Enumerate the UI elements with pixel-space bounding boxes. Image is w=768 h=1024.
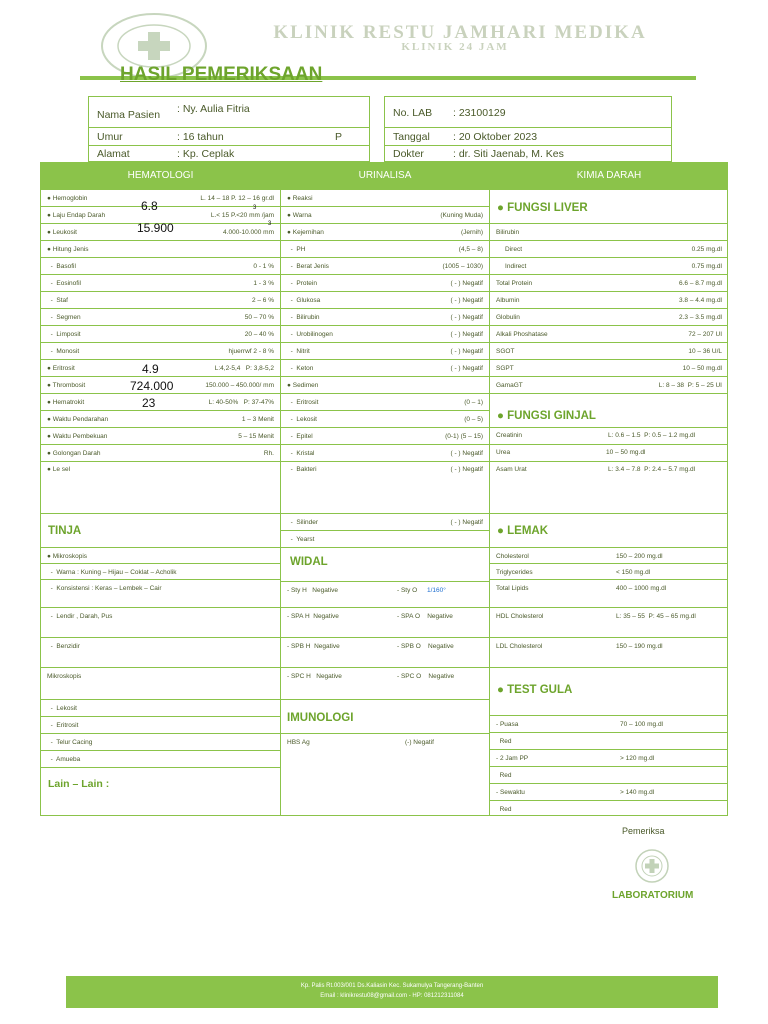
imunologi-header-row — [281, 699, 489, 733]
urinalisa-row — [281, 427, 489, 444]
patient-name-label: Nama Pasien — [97, 109, 161, 121]
divider — [385, 127, 671, 128]
test-name: - 2 Jam PP — [496, 755, 529, 762]
reference-range: L: 0.6 – 1.5 P: 0.5 – 1.2 mg.dl — [608, 432, 696, 439]
examiner-label: Pemeriksa — [622, 826, 665, 836]
test-name: Indirect — [496, 263, 527, 270]
reference-value: (0-1) (5 – 15) — [445, 433, 483, 440]
patient-age-label: Umur — [97, 131, 123, 143]
tinja-row — [41, 750, 280, 767]
liver-row — [490, 342, 728, 359]
test-name: ● Kejernihan — [287, 229, 324, 236]
reference-range: 2.3 – 3.5 mg.dl — [679, 314, 722, 321]
test-name: - Glukosa — [287, 297, 321, 304]
reference-value: ( - ) Negatif — [450, 314, 483, 321]
tinja-item: - Lekosit — [47, 705, 77, 712]
tinja-item: ● Mikroskopis — [47, 553, 88, 560]
widal-h: - SPC H Negative — [287, 673, 342, 680]
imunologi-title: IMUNOLOGI — [287, 712, 354, 724]
reference-range: 10 – 50 mg.dl — [682, 365, 722, 372]
liver-row — [490, 325, 728, 342]
reference-value: ( - ) Negatif — [450, 348, 483, 355]
tinja-item: - Amueba — [47, 756, 81, 763]
urinalisa-row — [281, 393, 489, 410]
tinja-row — [41, 563, 280, 579]
patient-info-box — [88, 96, 370, 162]
test-name: Creatinin — [496, 432, 523, 439]
reference-value: (0 – 1) — [464, 399, 483, 406]
lab-no-label: No. LAB — [393, 107, 433, 119]
result-hemoglobin: 6.8 — [141, 199, 158, 213]
hbsag-value: (-) Negatif — [405, 739, 434, 746]
liver-row — [490, 291, 728, 308]
urinalisa-row — [281, 530, 489, 547]
urinalisa-row — [281, 461, 489, 513]
hematologi-row — [41, 189, 280, 206]
test-name: Globulin — [496, 314, 520, 321]
reference-range: 10 – 50 mg.dl — [606, 449, 646, 456]
gula-row — [490, 715, 728, 732]
hematologi-row — [41, 410, 280, 427]
reference-range: 150.000 – 450.000/ mm — [205, 382, 274, 389]
patient-sex-value: P — [335, 131, 343, 143]
lain-lain-label: Lain – Lain : — [48, 778, 110, 790]
tinja-row — [41, 667, 280, 699]
urinalisa-row — [281, 223, 489, 240]
report-title: HASIL PEMERIKSAAN — [120, 64, 323, 85]
reference-range: hjuerrwf 2 - 8 % — [228, 348, 274, 355]
reference-value: ( - ) Negatif — [450, 519, 483, 526]
reference-range: 0.25 mg.dl — [691, 246, 722, 253]
hematologi-row — [41, 257, 280, 274]
ginjal-row — [490, 461, 728, 513]
fungsi-ginjal-header — [490, 393, 728, 427]
test-name: - Kristal — [287, 450, 315, 457]
test-name: ● Hitung Jenis — [47, 246, 89, 253]
liver-row — [490, 223, 728, 240]
ginjal-row — [490, 444, 728, 461]
test-name: - Basofil — [47, 263, 76, 270]
widal-row — [281, 637, 489, 667]
urinalisa-row — [281, 513, 489, 530]
reference-value: (0 – 5) — [464, 416, 483, 423]
reference-range: L.< 15 P.<20 mm /jam — [210, 212, 274, 219]
result-hematokrit: 23 — [142, 396, 156, 410]
divider — [89, 145, 369, 146]
result-leukosit: 15.900 — [137, 221, 174, 235]
hematologi-column — [41, 163, 280, 815]
urinalisa-row — [281, 359, 489, 376]
test-name: ● Thrombosit — [47, 382, 86, 389]
reference-range: 72 – 207 UI — [688, 331, 722, 338]
test-name: ● Sedimen — [287, 382, 319, 389]
test-gula-title: ● TEST GULA — [497, 684, 573, 696]
divider — [385, 145, 671, 146]
widal-title: WIDAL — [290, 556, 328, 568]
reference-range: 5 – 15 Menit — [238, 433, 274, 440]
widal-result: 1/160° — [427, 587, 446, 594]
test-name: - Yearst — [287, 536, 315, 543]
urinalisa-column — [280, 163, 489, 815]
test-name: Total Lipids — [496, 585, 529, 592]
reference-range: < 150 mg.dl — [616, 569, 651, 576]
test-name: - Epitel — [287, 433, 313, 440]
fungsi-liver-title: ● FUNGSI LIVER — [497, 202, 588, 214]
footer-bar — [66, 976, 718, 1008]
reference-range: L: 3.4 – 7.8 P: 2.4 – 5.7 mg.dl — [608, 466, 696, 473]
lemak-row — [490, 563, 728, 579]
gula-row — [490, 749, 728, 766]
lab-info-box — [384, 96, 672, 162]
fungsi-liver-header — [490, 189, 728, 223]
clinic-subtitle: KLINIK 24 JAM — [401, 41, 509, 53]
ginjal-row — [490, 427, 728, 444]
reference-range: L: 40-50% P: 37-47% — [208, 399, 274, 406]
tinja-item: - Telur Cacing — [47, 739, 93, 746]
hematologi-row — [41, 342, 280, 359]
urinalisa-row — [281, 325, 489, 342]
test-name: SGPT — [496, 365, 514, 372]
test-name: Alkali Phoshatase — [496, 331, 548, 338]
reference-range: 3.8 – 4.4 mg.dl — [679, 297, 722, 304]
reference-value: ( - ) Negatif — [450, 365, 483, 372]
tinja-row — [41, 547, 280, 563]
test-name: Cholesterol — [496, 553, 529, 560]
gula-row — [490, 732, 728, 749]
reference-range: 4.000-10.000 mm — [223, 229, 274, 236]
test-name: - Bakteri — [287, 466, 317, 473]
column-header-urinalisa: URINALISA — [281, 163, 489, 189]
reference-range: 10 – 36 U/L — [688, 348, 722, 355]
tinja-item: - Warna : Kuning – Hijau – Coklat – Acholik — [47, 569, 177, 576]
tinja-header-row — [41, 513, 280, 547]
urinalisa-row — [281, 342, 489, 359]
test-name: ● Leukosit — [47, 229, 77, 236]
urinalisa-row — [281, 274, 489, 291]
tinja-row — [41, 607, 280, 637]
reference-range: Rh. — [263, 450, 274, 457]
widal-h: - SPA H Negative — [287, 613, 339, 620]
tinja-item: - Eritrosit — [47, 722, 79, 729]
divider — [89, 127, 369, 128]
test-name: Asam Urat — [496, 466, 527, 473]
test-name: ● Eritrosit — [47, 365, 75, 372]
widal-o: - Sty O — [397, 587, 418, 594]
test-name: ● Hemoglobin — [47, 195, 88, 202]
hematologi-row — [41, 444, 280, 461]
test-name: Red — [496, 806, 512, 813]
result-eritrosit: 4.9 — [142, 362, 159, 376]
test-name: Red — [496, 738, 512, 745]
tinja-item: - Lendir , Darah, Pus — [47, 613, 113, 620]
reference-value: ( - ) Negatif — [450, 466, 483, 473]
fungsi-ginjal-title: ● FUNGSI GINJAL — [497, 410, 596, 422]
reference-range: 150 – 200 mg.dl — [616, 553, 663, 560]
reference-range: 20 – 40 % — [244, 331, 274, 338]
tinja-row — [41, 579, 280, 607]
reference-range: 1 – 3 Menit — [241, 416, 274, 423]
test-name: - Silinder — [287, 519, 319, 526]
patient-address-value: : Kp. Ceplak — [177, 148, 235, 160]
tinja-row — [41, 637, 280, 667]
footer-address: Kp. Palis Rt.003/001 Ds.Kaliasin Kec. Sukamulya Tangerang-Banten — [300, 983, 484, 989]
test-name: - Berat Jenis — [287, 263, 329, 270]
urinalisa-row — [281, 189, 489, 206]
patient-address-label: Alamat — [97, 148, 130, 160]
test-name: ● Waktu Pendarahan — [47, 416, 109, 423]
reference-range: 0.75 mg.dl — [691, 263, 722, 270]
tinja-row — [41, 716, 280, 733]
test-name: - Bilirubin — [287, 314, 320, 321]
test-name: - Lekosit — [287, 416, 317, 423]
laboratorium-label: LABORATORIUM — [612, 890, 694, 901]
lab-doctor-value: : dr. Siti Jaenab, M. Kes — [453, 148, 564, 160]
reference-value: (Kuning Muda) — [440, 212, 483, 219]
reference-range: 70 – 100 mg.dl — [620, 721, 664, 728]
patient-age-value: : 16 tahun — [177, 131, 224, 143]
widal-row — [281, 667, 489, 699]
widal-h: - Sty H Negative — [287, 587, 338, 594]
test-name: ● Le sel — [47, 466, 71, 473]
tinja-item: - Benzidir — [47, 643, 80, 650]
lemak-row — [490, 637, 728, 667]
test-name: - Segmen — [47, 314, 81, 321]
reference-range: 50 – 70 % — [244, 314, 274, 321]
clinic-name: KLINIK RESTU JAMHARI MEDIKA — [273, 22, 647, 43]
column-header-kimia: KIMIA DARAH — [490, 163, 728, 189]
widal-header-row — [281, 547, 489, 581]
result-thrombosit: 724.000 — [130, 379, 174, 393]
liver-row — [490, 240, 728, 257]
test-name: - Urobilinogen — [287, 331, 333, 338]
liver-row — [490, 308, 728, 325]
tinja-title: TINJA — [48, 525, 82, 537]
hematologi-row — [41, 240, 280, 257]
gula-row — [490, 783, 728, 800]
widal-row — [281, 607, 489, 637]
lemak-row — [490, 547, 728, 563]
urinalisa-row — [281, 410, 489, 427]
test-name: Bilirubin — [496, 229, 520, 236]
reference-range: 6.6 – 8.7 mg.dl — [679, 280, 722, 287]
liver-row — [490, 274, 728, 291]
widal-o: - SPC O Negative — [397, 673, 455, 680]
urinalisa-row — [281, 206, 489, 223]
widal-o: - SPB O Negative — [397, 643, 454, 650]
reference-range: L:4,2-5,4 P: 3,8-5,2 — [214, 365, 274, 372]
lab-date-label: Tanggal — [393, 131, 430, 143]
lemak-header — [490, 513, 728, 547]
reference-range: 1 - 3 % — [253, 280, 274, 287]
liver-row — [490, 376, 728, 393]
test-name: ● Hematrokit — [47, 399, 85, 406]
tinja-row — [41, 699, 280, 716]
lemak-title: ● LEMAK — [497, 525, 549, 537]
test-name: - Eosinofil — [47, 280, 81, 287]
hematologi-row — [41, 359, 280, 376]
urinalisa-row — [281, 257, 489, 274]
test-name: ● Reaksi — [287, 195, 313, 202]
column-header-hematologi: HEMATOLOGI — [41, 163, 280, 189]
tinja-row — [41, 733, 280, 750]
gula-row — [490, 766, 728, 783]
widal-row — [281, 581, 489, 607]
test-gula-header — [490, 667, 728, 715]
reference-value: ( - ) Negatif — [450, 450, 483, 457]
reference-range: 400 – 1000 mg.dl — [616, 585, 667, 592]
reference-range: L. 14 – 18 P. 12 – 16 gr.dl — [200, 195, 274, 202]
hematologi-row — [41, 461, 280, 513]
test-name: GamaGT — [496, 382, 523, 389]
liver-row — [490, 257, 728, 274]
widal-h: - SPB H Negative — [287, 643, 340, 650]
gula-row — [490, 800, 728, 817]
lain-lain-row — [41, 767, 280, 817]
test-name: SGOT — [496, 348, 515, 355]
test-name: - Monosit — [47, 348, 80, 355]
test-name: ● Laju Endap Darah — [47, 212, 106, 219]
test-name: ● Warna — [287, 212, 312, 219]
test-name: Direct — [496, 246, 523, 253]
hematologi-row — [41, 427, 280, 444]
reference-value: ( - ) Negatif — [450, 331, 483, 338]
unit-superscript: 3 — [253, 205, 257, 211]
hematologi-row — [41, 274, 280, 291]
clinic-stamp-icon — [634, 848, 670, 884]
test-name: - Keton — [287, 365, 314, 372]
reference-range: L: 35 – 55 P: 45 – 65 mg.dl — [616, 613, 696, 620]
test-name: LDL Cholesterol — [496, 643, 543, 650]
liver-row — [490, 359, 728, 376]
test-name: ● Golongan Darah — [47, 450, 101, 457]
hematologi-row — [41, 393, 280, 410]
hematologi-row — [41, 325, 280, 342]
reference-value: ( - ) Negatif — [450, 280, 483, 287]
hematologi-row — [41, 291, 280, 308]
reference-value: ( - ) Negatif — [450, 297, 483, 304]
test-name: Urea — [496, 449, 511, 456]
tinja-item: Mikroskopis — [47, 673, 82, 680]
urinalisa-row — [281, 444, 489, 461]
hbsag-row — [281, 733, 489, 751]
reference-range: > 120 mg.dl — [620, 755, 655, 762]
urinalisa-row — [281, 291, 489, 308]
test-name: - Nitrit — [287, 348, 310, 355]
test-name: - PH — [287, 246, 306, 253]
urinalisa-row — [281, 376, 489, 393]
hbsag-label: HBS Ag — [287, 739, 310, 746]
kimia-darah-column — [489, 163, 728, 815]
patient-name-value: : Ny. Aulia Fitria — [177, 103, 250, 115]
footer-contact: Email : klinikrestu08@gmail.com - HP: 081212311084 — [320, 993, 464, 999]
lab-doctor-label: Dokter — [393, 148, 424, 160]
reference-value: (4,5 – 8) — [458, 246, 483, 253]
test-name: - Protein — [287, 280, 317, 287]
test-name: - Staf — [47, 297, 68, 304]
test-name: - Sewaktu — [496, 789, 525, 796]
lemak-row — [490, 579, 728, 607]
lab-date-value: : 20 Oktober 2023 — [453, 131, 538, 143]
hematologi-row — [41, 308, 280, 325]
tinja-item: - Konsistensi : Keras – Lembek – Cair — [47, 585, 162, 592]
test-name: Total Protein — [496, 280, 533, 287]
test-name: - Puasa — [496, 721, 519, 728]
urinalisa-row — [281, 308, 489, 325]
results-table — [40, 162, 728, 816]
widal-o: - SPA O Negative — [397, 613, 453, 620]
test-name: Albumin — [496, 297, 520, 304]
test-name: Red — [496, 772, 512, 779]
test-name: - Limposit — [47, 331, 81, 338]
unit-superscript: 3 — [268, 221, 272, 227]
lab-no-value: : 23100129 — [453, 107, 506, 119]
test-name: Triglycerides — [496, 569, 533, 576]
test-name: ● Waktu Pembekuan — [47, 433, 108, 440]
reference-range: 150 – 190 mg.dl — [616, 643, 663, 650]
reference-range: > 140 mg.dl — [620, 789, 655, 796]
reference-value: (Jernih) — [460, 229, 483, 236]
reference-value: (1005 – 1030) — [442, 263, 483, 270]
test-name: HDL Cholesterol — [496, 613, 544, 620]
reference-range: 2 – 6 % — [251, 297, 274, 304]
reference-range: L: 8 – 38 P: 5 – 25 UI — [658, 382, 722, 389]
reference-range: 0 - 1 % — [253, 263, 274, 270]
test-name: - Eritrosit — [287, 399, 319, 406]
urinalisa-row — [281, 240, 489, 257]
lemak-row — [490, 607, 728, 637]
